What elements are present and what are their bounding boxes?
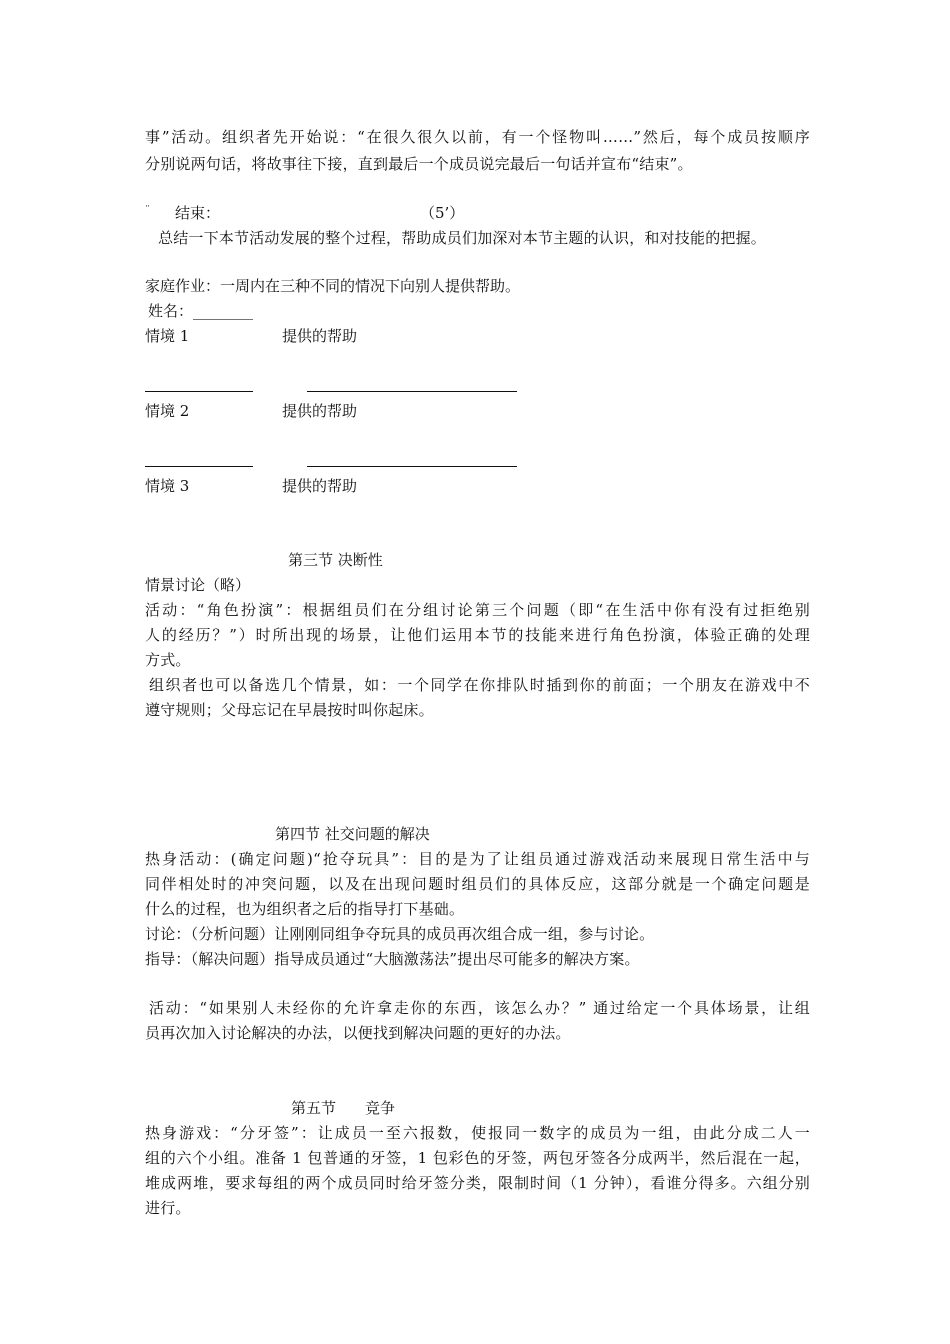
section5-game-line-1: 热身游戏：“分牙签”：让成员一至六报数，使报同一数字的成员为一组，由此分成二人一 — [145, 1124, 810, 1142]
section5-game-line-3: 堆成两堆，要求每组的两个成员同时给牙签分类，限制时间（1 分钟），看谁分得多。六组分别 — [145, 1174, 810, 1192]
situation-blank-1 — [145, 391, 253, 392]
help-label-2: 提供的帮助 — [282, 402, 358, 420]
section4-warmup-line-1: 热身活动：(确定问题)“抢夺玩具”：目的是为了让组员通过游戏活动来展现日常生活中与 — [145, 850, 810, 868]
section3-activity-line-2: 人的经历？”）时所出现的场景，让他们运用本节的技能来进行角色扮演，体验正确的处理 — [145, 626, 810, 644]
ending-time: （5’） — [420, 204, 465, 222]
section4-guide: 指导：（解决问题）指导成员通过“大脑激荡法”提出尽可能多的解决方案。 — [145, 950, 640, 968]
section4-warmup-line-3: 什么的过程，也为组织者之后的指导打下基础。 — [145, 900, 465, 918]
section5-subtitle: 竞争 — [365, 1099, 396, 1117]
section4-warmup-line-2: 同伴相处时的冲突问题，以及在出现问题时组员们的具体反应，这部分就是一个确定问题是 — [145, 875, 810, 893]
section5-game-line-2: 组的六个小组。准备 1 包普通的牙签，1 包彩色的牙签，两包牙签各分成两半，然后混在一起， — [145, 1149, 810, 1167]
situation-label-3: 情境 3 — [145, 477, 190, 495]
section4-title: 第四节 社交问题的解决 — [275, 825, 430, 843]
situation-label-1: 情境 1 — [145, 327, 190, 345]
section4-activity-line-1: 活动：“如果别人未经你的允许拿走你的东西，该怎么办？” 通过给定一个具体场景，让组 — [149, 999, 810, 1017]
section4-activity-line-2: 员再次加入讨论解决的办法，以便找到解决问题的更好的办法。 — [145, 1024, 571, 1042]
section4-discuss: 讨论：（分析问题）让刚刚同组争夺玩具的成员再次组合成一组，参与讨论。 — [145, 925, 655, 943]
section3-note-line-2: 遵守规则；父母忘记在早晨按时叫你起床。 — [145, 701, 434, 719]
situation-blank-2 — [145, 466, 253, 467]
section5-title: 第五节 — [291, 1099, 337, 1117]
homework-title: 家庭作业：一周内在三种不同的情况下向别人提供帮助。 — [145, 277, 521, 295]
section3-discussion: 情景讨论（略） — [145, 576, 251, 594]
section3-activity-line-3: 方式。 — [145, 651, 191, 669]
intro-line-2: 分别说两句话，将故事往下接，直到最后一个成员说完最后一句话并宣布“结束”。 — [145, 155, 693, 173]
bullet-marker: ¨ — [145, 205, 150, 216]
homework-name-field: 姓名：________ — [148, 302, 254, 320]
help-blank-2 — [307, 466, 517, 467]
ending-label: 结束： — [175, 204, 221, 222]
intro-line-1: 事”活动。组织者先开始说：“在很久很久以前，有一个怪物叫……”然后，每个成员按顺序 — [145, 128, 810, 146]
section5-game-line-4: 进行。 — [145, 1199, 191, 1217]
help-blank-1 — [307, 391, 517, 392]
section3-note-line-1: 组织者也可以备选几个情景，如：一个同学在你排队时插到你的前面；一个朋友在游戏中不 — [149, 676, 810, 694]
help-label-1: 提供的帮助 — [282, 327, 358, 345]
ending-summary: 总结一下本节活动发展的整个过程，帮助成员们加深对本节主题的认识，和对技能的把握。 — [158, 229, 767, 247]
situation-label-2: 情境 2 — [145, 402, 190, 420]
section3-title: 第三节 决断性 — [288, 551, 383, 569]
section3-activity-line-1: 活动：“角色扮演”：根据组员们在分组讨论第三个问题（即“在生活中你有没有过拒绝别 — [145, 601, 810, 619]
help-label-3: 提供的帮助 — [282, 477, 358, 495]
